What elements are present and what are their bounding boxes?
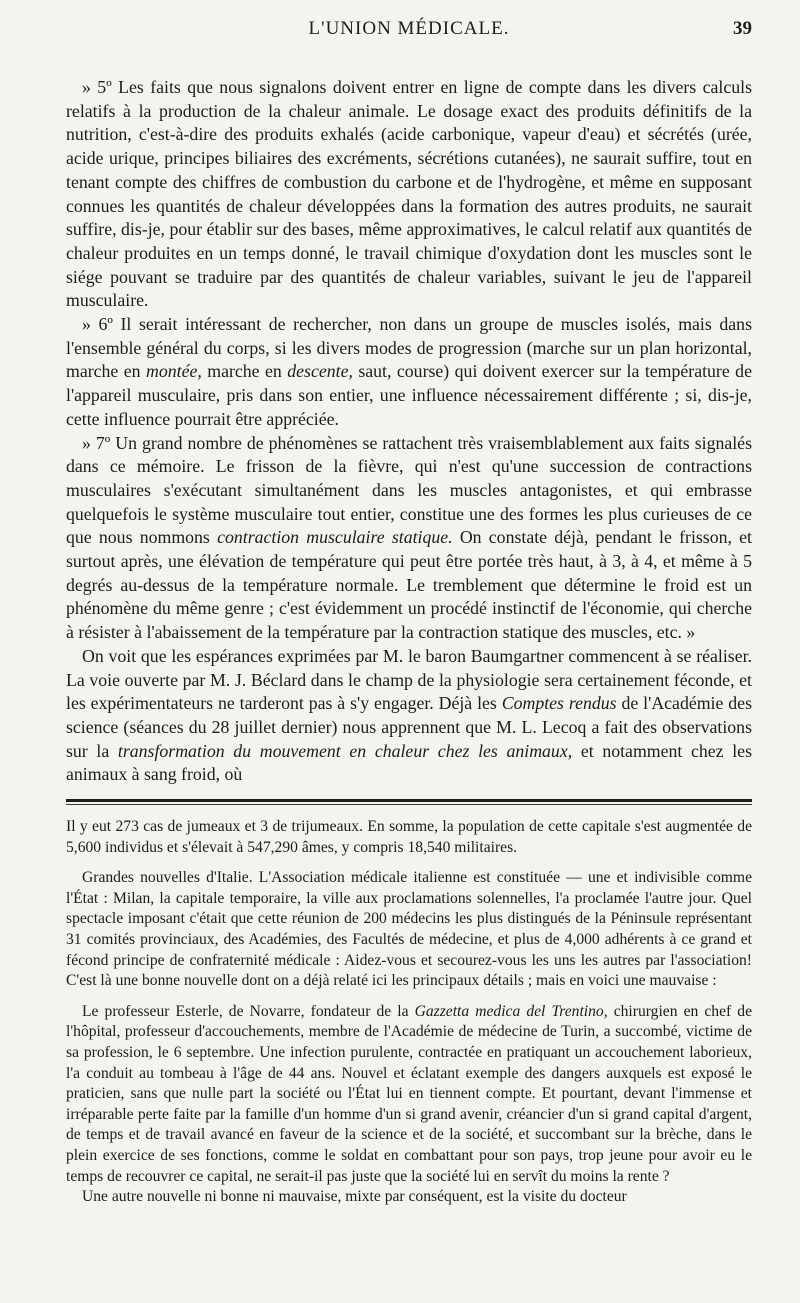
paragraph-text: » 5º Les faits que nous signalons doivent entrer en ligne de compte dans les divers calculs relatifs à la production de la chaleur animale. Le dosage exact des produits définitifs de la nutrition, c'est-à-dire des produits exhalés (acide carbonique, vapeur d'eau) et sécrétés (urée, acide urique, principes biliaires des excréments, sécrétions cutanées), ne saurait suffire, tout en tenant compte des chiffres de combustion du carbone et de l'hydrogène, et même en supposant connues les quantités de chaleur développées dans la formation des autres produits, ne saurait suffire, dis-je, pour établir sur des bases, même approximatives, le calcul relatif aux quantités de chaleur produites en un temps donné, le travail chimique d'oxydation dont les muscles sont le siége pouvant se traduire par des quantités de chaleur variables, suivant le jeu de l'appareil musculaire. (66, 77, 752, 311)
italic-term: descente, (287, 361, 353, 382)
running-head: L'UNION MÉDICALE. (308, 18, 510, 39)
paragraph-text: chirurgien en chef de l'hôpital, professeur d'accouchements, membre de l'Académie de médecine de Turin, a succombé, victime de sa profession, le 6 septembre. Une infection purulente, contractée en pratiquant un accouchement laborieux, l'a conduit au tombeau à l'âge de 44 ans. Nouvel et éclatant exemple des dangers auxquels est exposé le praticien, sans que nulle part la société ou l'État lui en tiennent compte. Et pourtant, devant l'immense et irréparable perte faite par la famille d'un homme d'un si grand avenir, créancier d'un si grand capital d'argent, de temps et de travail avancé en faveur de la science et de la société, et succombant sur la brèche, dans le plein exercice de ses fonctions, comme le soldat en combattant pour son pays, trop jeune pour avoir eu le temps de recouvrer ce capital, ne serait-il pas juste que la société lui en servît du moins la rente ? (66, 1002, 752, 1185)
page-header (66, 14, 752, 54)
paragraph-text: On voit que les espérances exprimées par M. le baron Baumgartner commencent à se réaliser. La voie ouverte par M. J. Béclard dans le champ de la physiologie sera certainement féconde, et les expérimentateurs ne tarderont pas à s'y engager. Déjà les (66, 645, 752, 714)
italic-term: contraction musculaire statique. (217, 527, 453, 548)
paragraph-text: » 6º Il serait intéressant de rechercher, non dans un groupe de muscles isolés, mais dans l'ensemble général du corps, si les divers modes de progression (marche sur un plan horizontal, marche en (66, 314, 752, 382)
paragraph-commentary (66, 645, 752, 787)
italic-title: Comptes rendus (501, 693, 617, 714)
paragraph-text: saut, course) qui doivent exercer sur la température de l'appareil musculaire, pris dans son entier, une influence nécessairement différente ; si, dis-je, cette influence pourrait être appréciée. (66, 361, 752, 429)
paragraph-text: Le professeur Esterle, de Novarre, fondateur de la (82, 1002, 415, 1020)
feuilleton-paragraph (66, 1002, 752, 1187)
paragraph-text: de l'Académie des science (séances du 28 juillet dernier) nous apprennent que M. L. Lecoq a fait des observations sur la (66, 693, 752, 761)
feuilleton-paragraph: Une autre nouvelle ni bonne ni mauvaise, mixte par conséquent, est la visite du docteur (82, 1188, 627, 1206)
paragraph-point-6 (66, 313, 752, 432)
page-number: 39 (733, 18, 752, 39)
italic-title: Gazzetta medica del Trentino, (414, 1002, 608, 1020)
italic-term: montée, (146, 361, 202, 382)
feuilleton-section (66, 817, 752, 1208)
paragraph-text: » 7º Un grand nombre de phénomènes se rattachent très vraisemblablement aux faits signalés dans ce mémoire. Le frisson de la fièvre, qui n'est qu'une succession de contractions musculaires s'exécutant simultanément dans les muscles antagonistes, et qui embrasse quelquefois le système musculaire tout entier, constitue une des formes les plus curieuses de ce que nous nommons (66, 432, 752, 548)
journal-page (66, 14, 752, 1208)
feuilleton-paragraph: Il y eut 273 cas de jumeaux et 3 de trijumeaux. En somme, la population de cette capitale s'est augmentée de 5,600 individus et s'élevait à 547,290 âmes, y compris 18,540 militaires. (66, 818, 752, 856)
article-body (66, 76, 752, 787)
italic-title: transformation du mouvement en chaleur chez les animaux, (117, 740, 573, 761)
paragraph-text: et notamment chez les animaux à sang froid, où (66, 740, 752, 785)
paragraph-point-7 (66, 432, 752, 645)
paragraph-text: On constate déjà, pendant le frisson, et surtout après, une élévation de température qui peut être portée très haut, à 3, à 4, et même à 5 degrés au-dessus de la température normale. Le tremblement que détermine le froid est un phénomène du même genre ; c'est évidemment un procédé instinctif de l'économie, qui cherche à résister à l'abaissement de la température par la contraction statique des muscles, etc. » (66, 527, 753, 643)
feuilleton-paragraph: Grandes nouvelles d'Italie. L'Association médicale italienne est constituée — une et indivisible comme l'État : Milan, la capitale temporaire, la ville aux proclamations solennelles, l'a proclamée l'autre jour. Quel spectacle imposant c'était que cette réunion de 200 médecins les plus distingués de la Péninsule représentant 31 comités provinciaux, des Académies, des Facultés de médecine, et plus de 4,000 adhérents à ce grand et fécond principe de confraternité médicale : Aidez-vous et secourez-vous les uns les autres par l'association! C'est là une bonne nouvelle dont on a déjà relaté ici les principaux détails ; mais en voici une mauvaise : (66, 869, 752, 990)
section-divider (66, 799, 752, 805)
paragraph-text: marche en (201, 361, 288, 382)
paragraph-point-5 (66, 76, 752, 313)
